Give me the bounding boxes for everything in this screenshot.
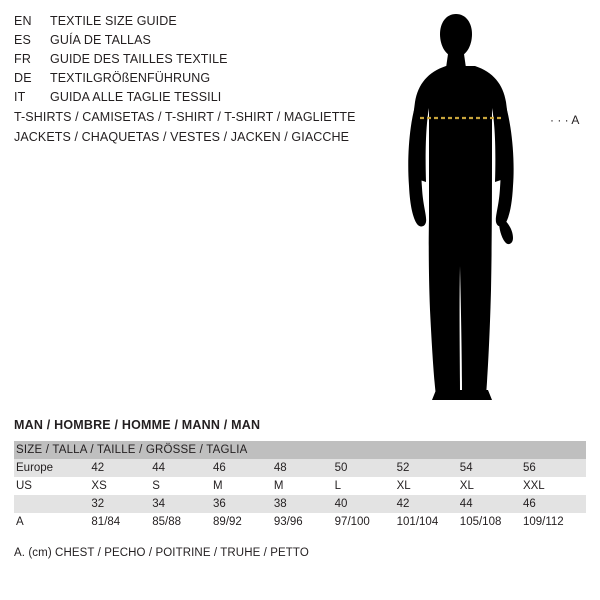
table-row (14, 459, 586, 477)
table-cell: XL (459, 480, 474, 492)
table-row-label: US (16, 480, 32, 492)
table-cell: 34 (152, 498, 166, 510)
language-code: FR (14, 52, 32, 66)
language-text: GUIDA ALLE TAGLIE TESSILI (50, 90, 222, 104)
table-cell: XL (396, 480, 411, 492)
table-row (14, 513, 586, 531)
language-text: TEXTILE SIZE GUIDE (50, 14, 177, 28)
table-cell: 42 (396, 498, 410, 510)
table-cell: 52 (396, 462, 410, 474)
table-cell: 44 (459, 498, 473, 510)
language-row (14, 71, 394, 90)
category-line: T-SHIRTS / CAMISETAS / T-SHIRT / T-SHIRT / MAGLIETTE (14, 110, 356, 124)
measure-letter: A (571, 113, 580, 127)
table-cell: 56 (522, 462, 536, 474)
table-cell: XS (91, 480, 107, 492)
measure-a-label (550, 113, 579, 127)
language-code: IT (14, 90, 26, 104)
size-table-header-cell: SIZE / TALLA / TAILLE / GRÖSSE / TAGLIA (16, 444, 248, 456)
language-row (14, 90, 394, 109)
language-code: ES (14, 33, 32, 47)
silhouette-svg (382, 10, 582, 400)
table-row-label: A (16, 516, 24, 528)
category-line: JACKETS / CHAQUETAS / VESTES / JACKEN / GIACCHE (14, 130, 350, 144)
table-cell: 44 (152, 462, 166, 474)
footnote: A. (cm) CHEST / PECHO / POITRINE / TRUHE / PETTO (14, 547, 309, 559)
table-cell: 36 (213, 498, 226, 510)
table-cell: 97/100 (334, 516, 370, 528)
table-cell: 48 (273, 462, 287, 474)
table-row-label: Europe (16, 462, 54, 474)
language-text: TEXTILGRÖßENFÜHRUNG (50, 71, 211, 85)
table-cell: M (213, 480, 223, 492)
size-table-body (14, 459, 586, 531)
table-cell: XXL (522, 480, 545, 492)
table-row (14, 477, 586, 495)
table-cell: 46 (213, 462, 226, 474)
male-silhouette-figure (382, 10, 582, 400)
table-cell: 89/92 (213, 516, 242, 528)
table-cell: 93/96 (273, 516, 303, 528)
table-row (14, 495, 586, 513)
language-row (14, 52, 394, 71)
table-cell: 46 (522, 498, 536, 510)
size-table-header-row (14, 441, 586, 459)
man-section-heading: MAN / HOMBRE / HOMME / MANN / MAN (14, 418, 261, 432)
table-cell: 50 (334, 462, 348, 474)
table-cell: 40 (334, 498, 348, 510)
language-text: GUÍA DE TALLAS (50, 33, 151, 47)
language-row (14, 33, 394, 52)
size-table-head (14, 441, 586, 459)
table-cell: 42 (91, 462, 105, 474)
table-cell: S (152, 480, 160, 492)
table-cell: 32 (91, 498, 105, 510)
table-cell: 105/108 (459, 516, 502, 528)
table-cell: 38 (273, 498, 287, 510)
table-cell: L (334, 480, 342, 492)
language-text: GUIDE DES TAILLES TEXTILE (50, 52, 228, 66)
category-list (14, 110, 414, 150)
table-cell: 81/84 (91, 516, 121, 528)
table-cell: 109/112 (522, 516, 564, 528)
table-cell: M (273, 480, 284, 492)
language-legend (14, 14, 394, 109)
table-cell: 85/88 (152, 516, 181, 528)
language-code: EN (14, 14, 32, 28)
size-table (14, 441, 586, 531)
table-row-label (14, 495, 91, 513)
table-cell: 54 (459, 462, 473, 474)
measure-leader: · · · (550, 113, 569, 127)
language-row (14, 14, 394, 33)
table-cell: 101/104 (396, 516, 439, 528)
language-code: DE (14, 71, 32, 85)
